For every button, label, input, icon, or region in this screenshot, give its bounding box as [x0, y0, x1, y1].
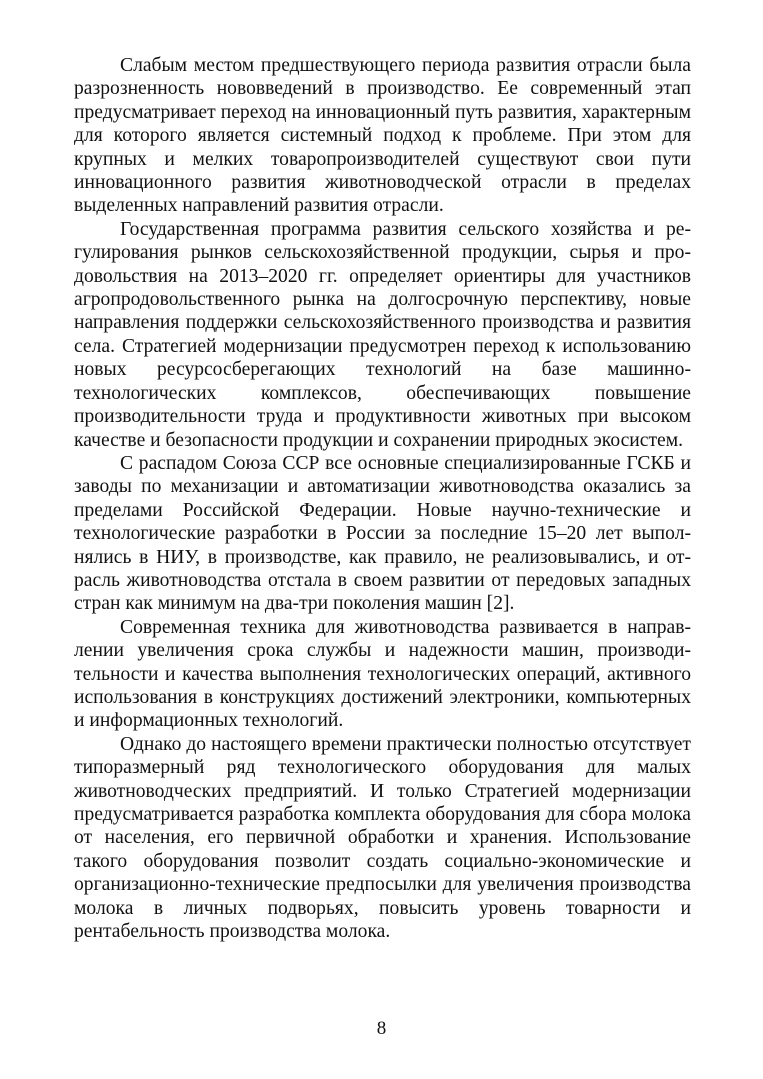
paragraph-3: С распадом Союза ССР все основные специализированные ГСКБ и заводы по механизации и автоматизации животноводства оказались за пределами Российской Федерации. Новые научно-технические и технологические разработки в России за последние 15–20 лет выполнялись в НИУ, в производстве, как правило, не реализовывались, и отрасль животноводства отстала в своем развитии от передовых западных стран как минимум на два-три поколения машин [2].	[74, 452, 691, 615]
page-number: 8	[376, 1018, 387, 1039]
paragraph-4: Современная техника для животноводства развивается в направлении увеличения срока службы и надежности машин, производительности и качества выполнения технологических операций, активного использования в конструкциях достижений электроники, компьютерных и информационных технологий.	[74, 616, 691, 732]
paragraph-5: Однако до настоящего времени практически полностью отсутствует типоразмерный ряд технологического оборудования для малых животноводческих предприятий. И только Стратегией модернизации предусматривается разработка комплекта оборудования для сбора молока от населения, его первичной обработки и хранения. Использование такого оборудования позволит создать социально-экономические и организационно-технические предпосылки для увеличения производства молока в личных подворьях, повысить уровень товарности и рентабельность производства молока.	[74, 733, 691, 943]
paragraph-1: Слабым местом предшествующего периода развития отрасли была разрозненность нововведений в производство. Ее современный этап предусматривает переход на инновационный путь развития, характерным для которого является системный подход к проблеме. При этом для крупных и мелких товаропроизводителей существуют свои пути инновационного развития животноводческой отрасли в пределах выделенных направлений развития отрасли.	[74, 55, 691, 217]
body-text	[74, 54, 691, 943]
paragraph-2: Государственная программа развития сельского хозяйства и регулирования рынков сельскохозяйственной продукции, сырья и продовольствия на 2013–2020 гг. определяет ориентиры для участников агропродовольственного рынка на долгосрочную перспективу, новые направления поддержки сельскохозяйственного производства и развития села. Стратегией модернизации предусмотрен переход к использованию новых ресурсосберегающих технологий на базе машинно-технологических комплексов, обеспечивающих повышение производительности труда и продуктивности животных при высоком качестве и безопасности продукции и сохранении природных экосистем.	[74, 218, 691, 451]
